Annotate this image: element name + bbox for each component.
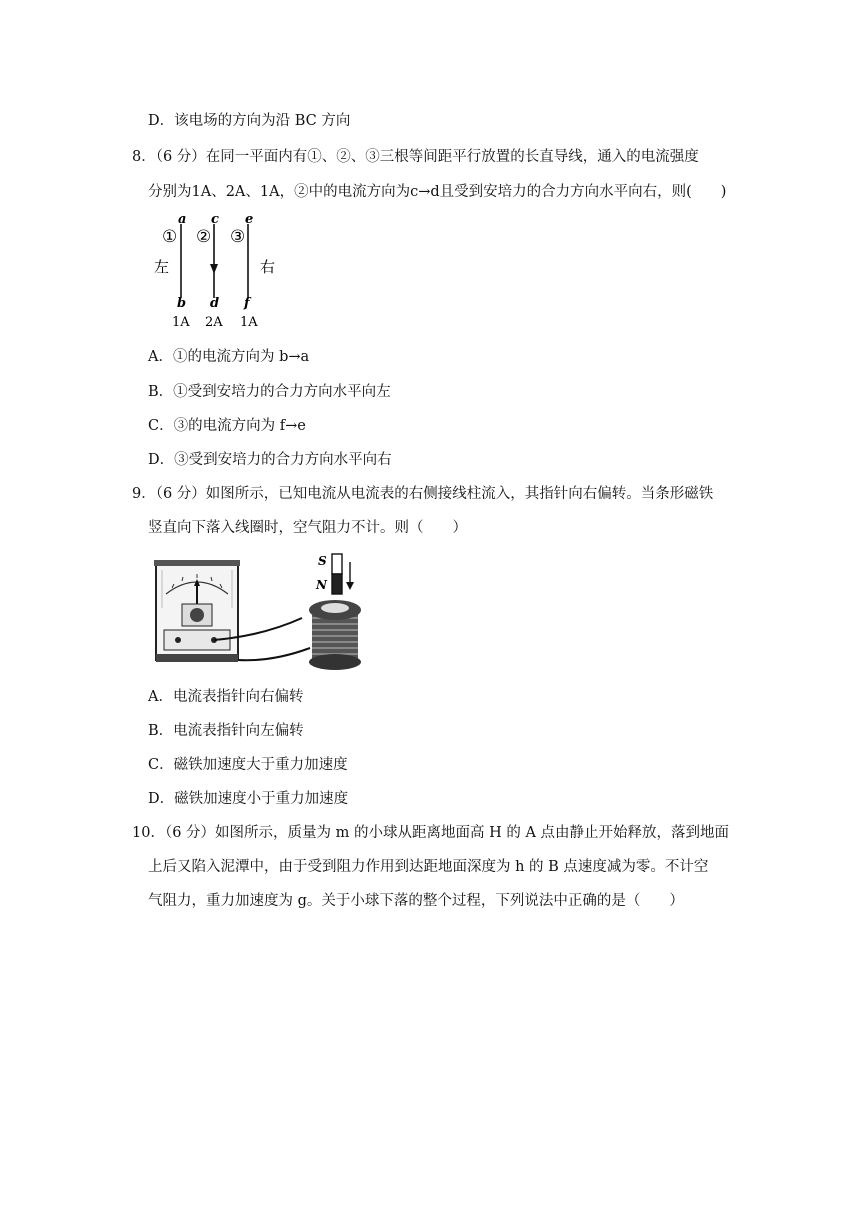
question-9-option-c: C．磁铁加速度大于重力加速度 (148, 757, 348, 773)
wire-label-3: ③ (230, 227, 246, 247)
question-9-option-b: B．电流表指针向左偏转 (148, 723, 304, 739)
question-8-option-b: B．①受到安培力的合力方向水平向左 (148, 384, 391, 400)
question-9-option-d: D．磁铁加速度小于重力加速度 (148, 791, 349, 807)
question-10-stem-line1: 10．（6 分）如图所示，质量为 m 的小球从距离地面高 H 的 A 点由静止开始释放，落到地面 (132, 825, 730, 841)
question-9-stem-line1: 9．（6 分）如图所示，已知电流从电流表的右侧接线柱流入，其指针向右偏转。当条形磁铁 (132, 486, 714, 502)
wire-label-1: ① (162, 227, 178, 247)
galvanometer-icon (154, 560, 240, 662)
question-10-stem-line3: 气阻力，重力加速度为 g。关于小球下落的整个过程，下列说法中正确的是（ ） (148, 893, 684, 909)
magnet-label-n: N (316, 578, 327, 592)
label-f: f (244, 296, 250, 311)
label-b: b (177, 296, 187, 311)
current-arrow-icon (210, 264, 218, 274)
question-8-option-a: A．①的电流方向为 b→a (148, 349, 310, 365)
figure-galvanometer-coil (152, 548, 372, 670)
question-8-option-c: C．③的电流方向为 f→e (148, 418, 306, 434)
question-9-option-a: A．电流表指针向右偏转 (148, 689, 304, 705)
question-9-stem-line2: 竖直向下落入线圈时，空气阻力不计。则（ ） (148, 520, 467, 536)
label-e: e (245, 212, 254, 227)
label-right: 右 (260, 258, 276, 276)
question-8-stem-line2: 分别为1A、2A、1A，②中的电流方向为c→d且受到安培力的合力方向水平向右，则( ) (148, 184, 727, 200)
magnet-label-s: S (318, 554, 327, 568)
current-3: 1A (240, 315, 258, 330)
option-d-previous: D．该电场的方向为沿 BC 方向 (148, 113, 351, 129)
label-c: c (211, 212, 219, 227)
label-d: d (210, 296, 220, 311)
current-2: 2A (205, 315, 223, 330)
coil-icon (309, 600, 361, 670)
bar-magnet-icon (332, 554, 342, 594)
label-a: a (178, 212, 187, 227)
wire-label-2: ② (196, 227, 212, 247)
figure-parallel-wires (148, 212, 288, 334)
question-8-stem-line1: 8．（6 分）在同一平面内有①、②、③三根等间距平行放置的长直导线，通入的电流强度 (132, 149, 699, 165)
label-left: 左 (154, 258, 170, 276)
question-10-stem-line2: 上后又陷入泥潭中，由于受到阻力作用到达距地面深度为 h 的 B 点速度减为零。不计空 (148, 859, 709, 875)
current-1: 1A (172, 315, 190, 330)
question-8-option-d: D．③受到安培力的合力方向水平向右 (148, 452, 392, 468)
